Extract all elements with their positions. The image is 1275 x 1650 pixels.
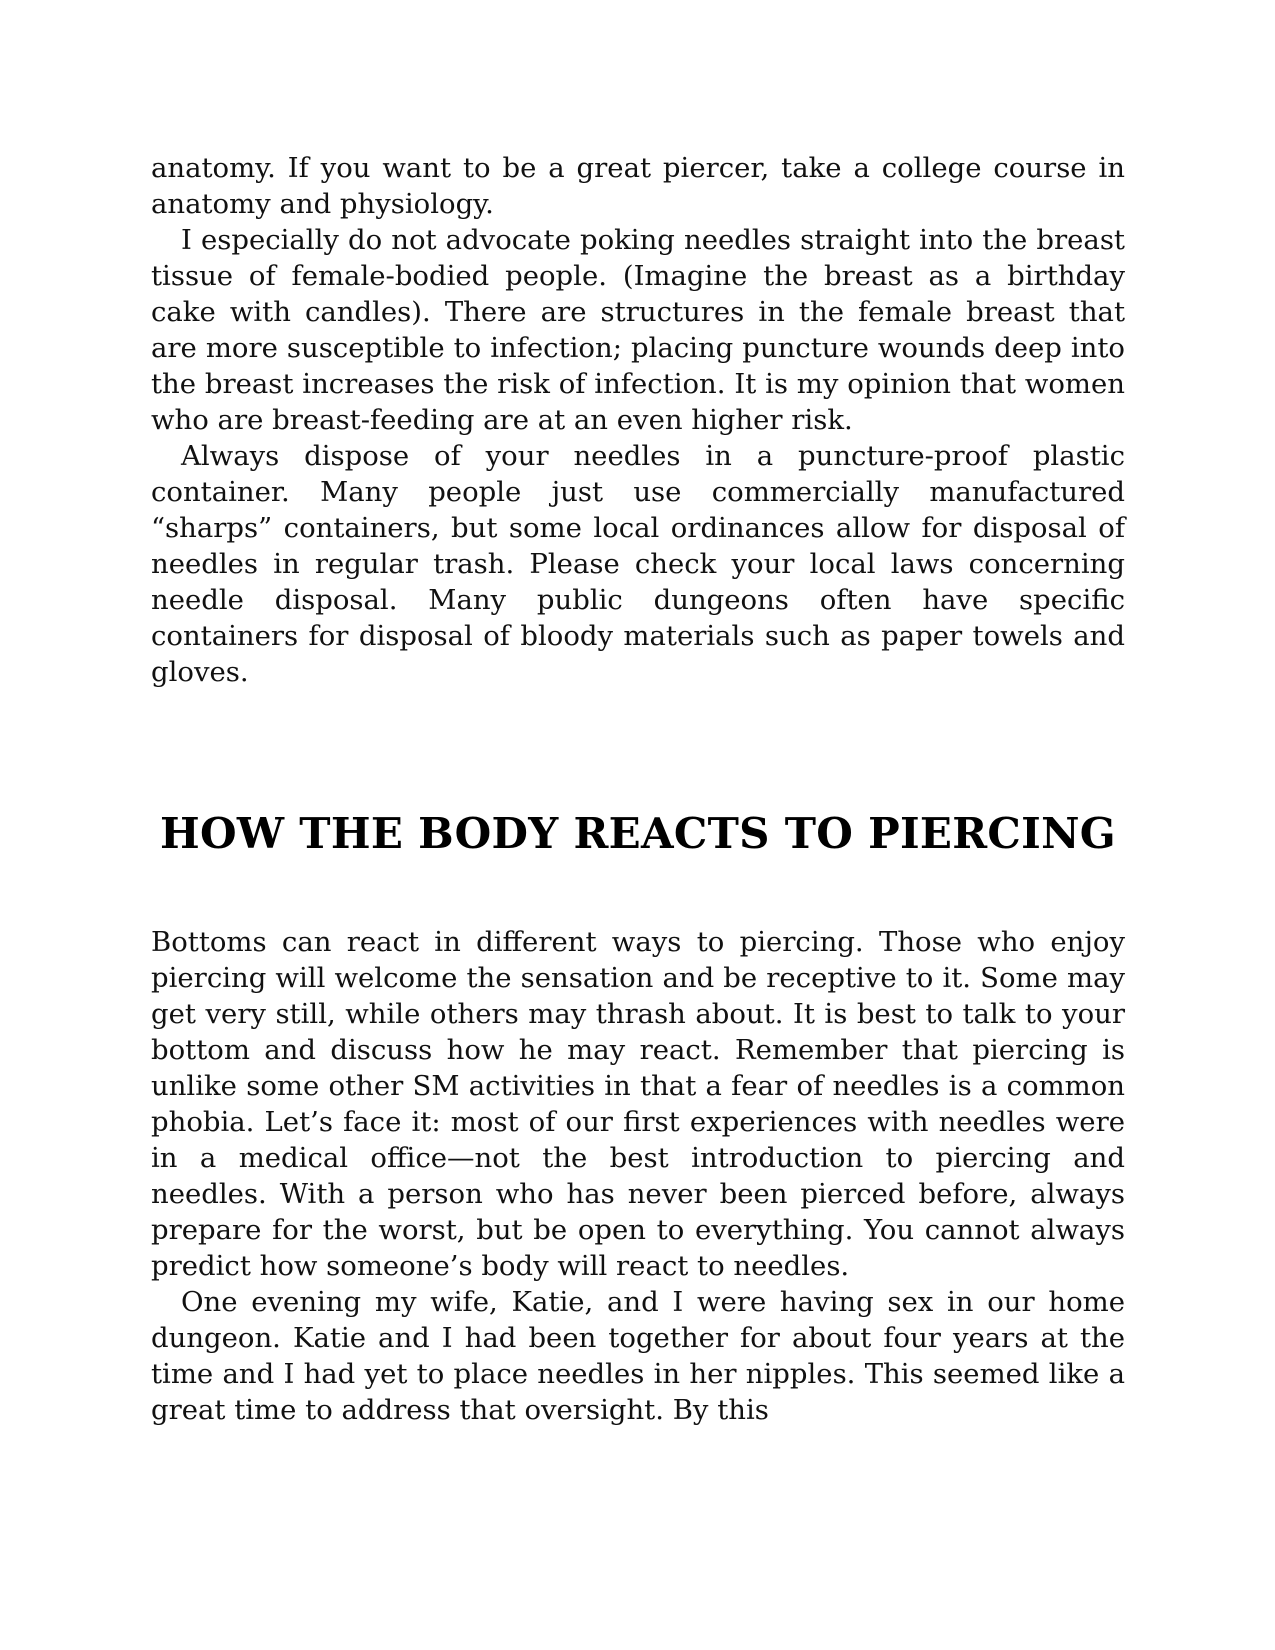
body-text-section-two bbox=[151, 924, 1125, 1428]
section-heading: HOW THE BODY REACTS TO PIERCING bbox=[160, 809, 1116, 858]
paragraph-continued: anatomy. If you want to be a great piercer, take a college course in anatomy and physiology. bbox=[151, 152, 1125, 220]
paragraph-needle-disposal: Always dispose of your needles in a puncture-proof plastic container. Many people just use commercially manufactured “sharps” containers, but some local ordinances allow for disposal of needles in regular trash. Please check your local laws concerning needle disposal. Many public dungeons often have specific containers for disposal of bloody materials such as paper towels and gloves. bbox=[151, 440, 1125, 688]
paragraph-anecdote: One evening my wife, Katie, and I were having sex in our home dungeon. Katie and I had been together for about four years at the time and I had yet to place needles in her nipples. This seemed like a great time to address that oversight. By this bbox=[151, 1286, 1125, 1426]
paragraph-bottoms-react: Bottoms can react in different ways to piercing. Those who enjoy piercing will welcome the sensation and be receptive to it. Some may get very still, while others may thrash about. It is best to talk to your bottom and discuss how he may react. Remember that piercing is unlike some other SM activities in that a fear of needles is a common phobia. Let’s face it: most of our first experiences with needles were in a medical office—not the best introduction to piercing and needles. With a person who has never been pierced before, always prepare for the worst, but be open to everything. You cannot always predict how someone’s body will react to needles. bbox=[151, 926, 1125, 1282]
body-text-section-one bbox=[151, 150, 1125, 690]
paragraph-breast-tissue: I especially do not advocate poking needles straight into the breast tissue of female-bodied people. (Imagine the breast as a birthday cake with candles). There are structures in the female breast that are more susceptible to infection; placing puncture wounds deep into the breast increases the risk of infection. It is my opinion that women who are breast-feeding are at an even higher risk. bbox=[151, 224, 1125, 436]
